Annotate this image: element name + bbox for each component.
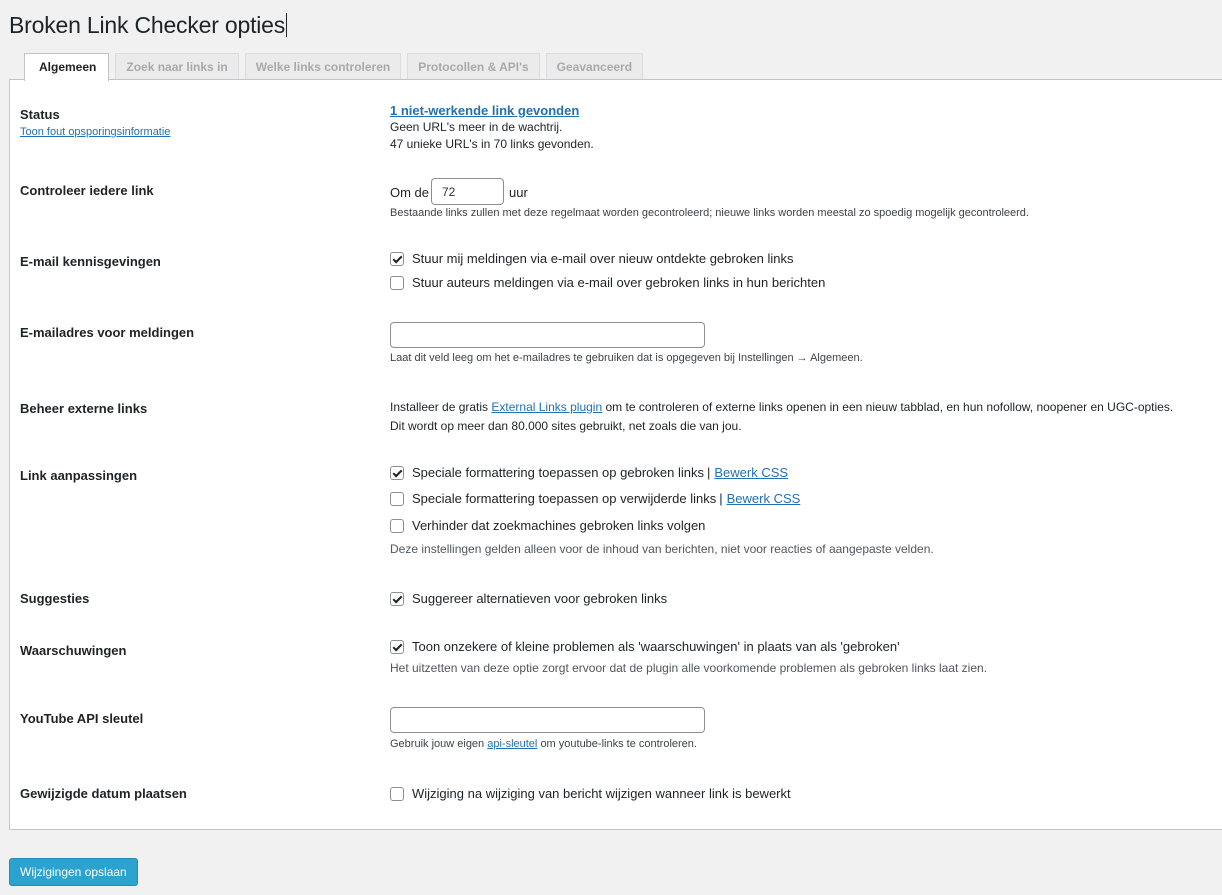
nofollow-text: Verhinder dat zoekmachines gebroken links volgen — [412, 518, 706, 533]
tab-protocollen[interactable]: Protocollen & API's — [407, 53, 539, 79]
warnings-label: Waarschuwingen — [20, 643, 127, 658]
format-broken-option[interactable] — [390, 465, 788, 480]
interval-prefix: Om de — [390, 185, 430, 200]
format-removed-text: Speciale formattering toepassen op verwijderde links — [412, 491, 717, 506]
youtube-hint-before: Gebruik jouw eigen — [390, 738, 485, 750]
suggestions-checkbox[interactable] — [390, 592, 404, 606]
api-key-link[interactable]: api-sleutel — [487, 738, 538, 750]
edit-css-removed-link[interactable]: Bewerk CSS — [726, 491, 801, 506]
warnings-hint: Het uitzetten van deze optie zorgt ervoor dat de plugin alle voorkomende problemen als gebroken links laat zien. — [390, 661, 988, 675]
warnings-checkbox[interactable] — [390, 640, 404, 654]
link-tweaks-label: Link aanpassingen — [20, 468, 138, 483]
post-modified-text: Wijziging na wijziging van bericht wijzigen wanneer link is bewerkt — [412, 786, 791, 801]
tab-geavanceerd[interactable]: Geavanceerd — [546, 53, 643, 79]
format-removed-checkbox[interactable] — [390, 492, 404, 506]
queue-status: Geen URL's meer in de wachtrij. — [390, 120, 563, 134]
notify-me-text: Stuur mij meldingen via e-mail over nieuw ontdekte gebroken links — [412, 251, 794, 266]
external-links-plugin-link[interactable]: External Links plugin — [491, 400, 603, 414]
save-changes-button[interactable]: Wijzigingen opslaan — [9, 858, 138, 886]
external-links-text-after: om te controleren of externe links openen in een nieuw tabblad, en hun nofollow, noopener en UGC-opties. — [605, 400, 1174, 414]
tab-welke-links[interactable]: Welke links controleren — [245, 53, 402, 79]
interval-hours-input[interactable] — [431, 178, 504, 205]
notify-authors-option[interactable] — [390, 275, 825, 290]
external-links-line2: Dit wordt op meer dan 80.000 sites gebruikt, net zoals die van jou. — [390, 419, 742, 433]
suggestions-label: Suggesties — [20, 591, 90, 606]
settings-tabs — [24, 53, 649, 80]
broken-links-link[interactable]: 1 niet-werkende link gevonden — [390, 103, 580, 118]
youtube-api-key-input[interactable] — [390, 707, 705, 733]
post-modified-checkbox[interactable] — [390, 787, 404, 801]
post-modified-label: Gewijzigde datum plaatsen — [20, 786, 187, 801]
format-broken-text: Speciale formattering toepassen op gebroken links — [412, 465, 704, 480]
suggestions-option[interactable] — [390, 591, 667, 606]
text-cursor — [286, 13, 287, 37]
notify-me-option[interactable] — [390, 251, 794, 266]
page-title: Broken Link Checker opties — [9, 12, 286, 38]
notify-authors-text: Stuur auteurs meldingen via e-mail over gebroken links in hun berichten — [412, 275, 826, 290]
nofollow-checkbox[interactable] — [390, 519, 404, 533]
youtube-api-hint — [390, 738, 697, 750]
external-links-label: Beheer externe links — [20, 401, 148, 416]
check-interval-label: Controleer iedere link — [20, 183, 154, 198]
link-tweaks-hint: Deze instellingen gelden alleen voor de inhoud van berichten, niet voor reacties of aangepaste velden. — [390, 542, 934, 556]
youtube-api-label: YouTube API sleutel — [20, 711, 144, 726]
external-links-line1 — [390, 400, 1173, 414]
interval-hint: Bestaande links zullen met deze regelmaat worden gecontroleerd; nieuwe links worden meestal zo spoedig mogelijk gecontroleerd. — [390, 207, 1029, 219]
notify-authors-checkbox[interactable] — [390, 276, 404, 290]
debug-info-link[interactable]: Toon fout opsporingsinformatie — [20, 126, 171, 138]
youtube-hint-after: om youtube-links te controleren. — [540, 738, 697, 750]
suggestions-text: Suggereer alternatieven voor gebroken links — [412, 591, 668, 606]
separator: | — [719, 491, 723, 506]
separator: | — [706, 465, 711, 480]
url-count: 47 unieke URL's in 70 links gevonden. — [390, 137, 594, 151]
notify-me-checkbox[interactable] — [390, 252, 404, 266]
tab-zoek-naar-links[interactable]: Zoek naar links in — [115, 53, 238, 79]
nofollow-option[interactable] — [390, 518, 705, 533]
edit-css-broken-link[interactable]: Bewerk CSS — [714, 465, 789, 480]
status-label: Status — [20, 107, 60, 122]
settings-panel — [9, 79, 1222, 830]
warnings-text: Toon onzekere of kleine problemen als 'waarschuwingen' in plaats van als 'gebroken' — [412, 639, 900, 654]
format-removed-option[interactable] — [390, 491, 800, 506]
post-modified-option[interactable] — [390, 786, 791, 801]
interval-suffix: uur — [509, 185, 528, 200]
format-broken-checkbox[interactable] — [390, 466, 404, 480]
notification-email-input[interactable] — [390, 322, 705, 348]
email-notifications-label: E-mail kennisgevingen — [20, 254, 161, 269]
external-links-text-before: Installeer de gratis — [390, 400, 489, 414]
tab-algemeen[interactable]: Algemeen — [24, 53, 109, 81]
email-address-hint: Laat dit veld leeg om het e-mailadres te gebruiken dat is opgegeven bij Instellingen → Algemeen. — [390, 352, 863, 364]
warnings-option[interactable] — [390, 639, 900, 654]
email-address-label: E-mailadres voor meldingen — [20, 325, 195, 340]
